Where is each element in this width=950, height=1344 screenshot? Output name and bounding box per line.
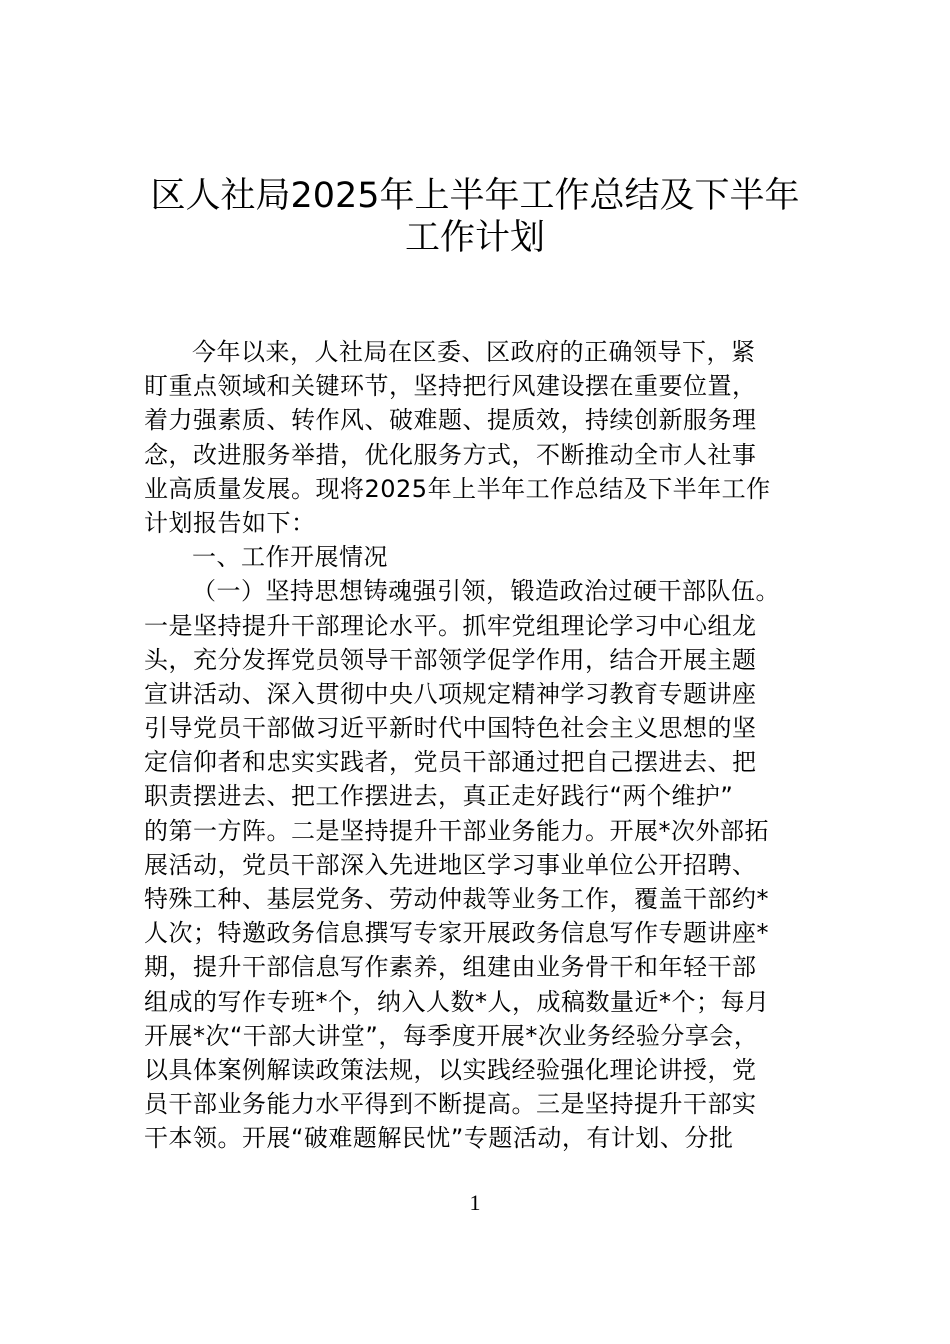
paragraph-line: 计划报告如下： bbox=[144, 508, 316, 537]
document-title-line-1: 区人社局2025年上半年工作总结及下半年 bbox=[150, 176, 800, 216]
paragraph-line: 引导党员干部做习近平新时代中国特色社会主义思想的坚 bbox=[144, 714, 757, 743]
paragraph-line: 期，提升干部信息写作素养，组建由业务骨干和年轻干部 bbox=[144, 953, 757, 982]
paragraph-line: 的第一方阵。二是坚持提升干部业务能力。开展*次外部拓 bbox=[144, 816, 769, 845]
paragraph-line: 员干部业务能力水平得到不断提高。三是坚持提升干部实 bbox=[144, 1090, 757, 1119]
paragraph-line: 人次；特邀政务信息撰写专家开展政务信息写作专题讲座* bbox=[144, 919, 769, 948]
paragraph-line: 职责摆进去、把工作摆进去，真正走好践行“两个维护” bbox=[144, 782, 734, 811]
document-body bbox=[144, 335, 844, 1156]
paragraph-line: 一是坚持提升干部理论水平。抓牢党组理论学习中心组龙 bbox=[144, 611, 757, 640]
page-number: 1 bbox=[469, 1190, 481, 1215]
paragraph-line: 念，改进服务举措，优化服务方式，不断推动全市人社事 bbox=[144, 440, 757, 469]
paragraph-line: 盯重点领域和关键环节，坚持把行风建设摆在重要位置， bbox=[144, 372, 757, 401]
paragraph-line: 头，充分发挥党员领导干部领学促学作用，结合开展主题 bbox=[144, 645, 757, 674]
paragraph-line: 组成的写作专班*个，纳入人数*人，成稿数量近*个；每月 bbox=[144, 987, 770, 1016]
paragraph-line: 干本领。开展“破难题解民忧”专题活动，有计划、分批 bbox=[144, 1124, 734, 1153]
paragraph-line: 以具体案例解读政策法规，以实践经验强化理论讲授，党 bbox=[144, 1055, 757, 1084]
section-heading: 一、工作开展情况 bbox=[192, 543, 388, 572]
subsection-heading: （一）坚持思想铸魂强引领，锻造政治过硬干部队伍。 bbox=[192, 577, 780, 606]
paragraph-line: 业高质量发展。现将2025年上半年工作总结及下半年工作 bbox=[144, 474, 771, 503]
paragraph-line: 宣讲活动、深入贯彻中央八项规定精神学习教育专题讲座 bbox=[144, 679, 757, 708]
paragraph-line: 着力强素质、转作风、破难题、提质效，持续创新服务理 bbox=[144, 406, 757, 435]
document-title-line-2: 工作计划 bbox=[404, 218, 545, 258]
paragraph-line: 开展*次“干部大讲堂”，每季度开展*次业务经验分享会， bbox=[144, 1021, 759, 1050]
paragraph-line: 展活动，党员干部深入先进地区学习事业单位公开招聘、 bbox=[144, 850, 757, 879]
paragraph-line: 特殊工种、基层党务、劳动仲裁等业务工作，覆盖干部约* bbox=[144, 885, 769, 913]
paragraph-line: 今年以来，人社局在区委、区政府的正确领导下，紧 bbox=[192, 338, 756, 366]
paragraph-line: 定信仰者和忠实实践者，党员干部通过把自己摆进去、把 bbox=[144, 748, 757, 777]
